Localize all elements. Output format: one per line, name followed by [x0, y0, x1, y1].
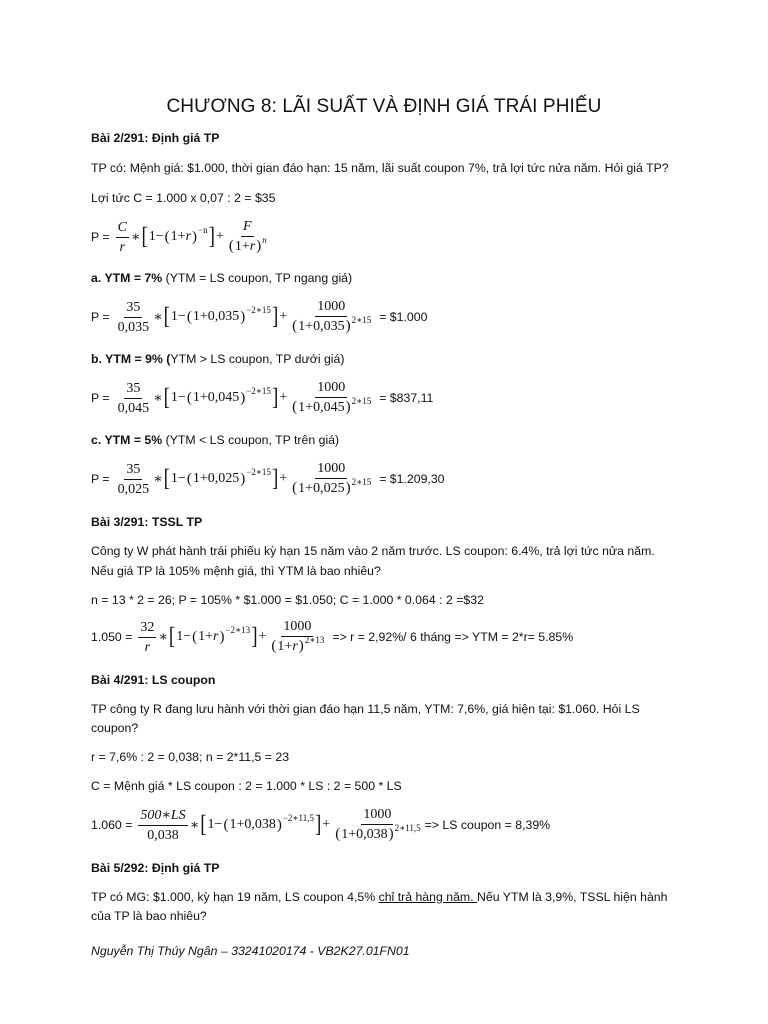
bai4-given1: r = 7,6% : 2 = 0,038; n = 2*11,5 = 23 — [91, 750, 290, 764]
bai5-problem-line2: của TP là bao nhiêu? — [91, 909, 207, 923]
bai3-problem-line2: Nếu giá TP là 105% mệnh giá, thì YTM là bao nhiêu? — [91, 564, 381, 578]
general-formula: P = $\frac{C}{r}$ ∗ [ 1 − ( 1 + r ) $^{-n}$ ] + $\frac{F}{(1+r)^n}$ — [91, 219, 267, 255]
section-heading-bai3: Bài 3/291: TSSL TP — [91, 515, 203, 529]
section-heading-bai4: Bài 4/291: LS coupon — [91, 673, 216, 687]
bai4-equation: 1.060 = $\frac{500∗LS}{0,038}$ ∗ [ 1 − ( 1 + 0,038 ) $^{-2∗11,5}$ ] + $\frac{1000}{(1+0,038)^{2∗11,5}}$ => LS coupon = 8,39% — [91, 807, 551, 843]
bai5-problem-line1: TP có MG: $1.000, kỳ hạn 19 năm, LS coupon 4,5% chỉ trả hàng năm. Nếu YTM là 3,9%, TSSL hiện hành — [91, 890, 668, 904]
bai3-result: => r = 2,92%/ 6 tháng => YTM = 2*r= 5.85% — [332, 630, 574, 644]
bai4-problem-line1: TP công ty R đang lưu hành với thời gian đáo hạn 11,5 năm, YTM: 7,6%, giá hiện tại: $1.060. Hỏi LS — [91, 702, 640, 716]
case-b-result: = $837,11 — [379, 391, 434, 405]
bai4-given2: C = Mệnh giá * LS coupon : 2 = 1.000 * LS : 2 = 500 * LS — [91, 779, 402, 793]
page-footer: Nguyễn Thị Thúy Ngân – 33241020174 - VB2K27.01FN01 — [91, 944, 410, 958]
bai3-equation: 1.050 = $\frac{32}{r}$ ∗ [ 1 − ( 1 + r ) $^{-2∗13}$ ] + $\frac{1000}{(1+r)^{2∗13}}$ => r = 2,92%/ 6 tháng => YTM = 2*r= 5.85% — [91, 619, 574, 655]
formula-prefix: P = — [91, 230, 110, 244]
case-a-equation: P = $\frac{35}{0,035}$ ∗ [ 1 − ( 1 + 0,035 ) $^{-2∗15}$ ] + $\frac{1000}{(1+0,035)^{2∗15}}$ = $1.000 — [91, 299, 428, 335]
underlined-phrase: chỉ trả hàng năm. — [378, 890, 477, 904]
case-b-equation: P = $\frac{35}{0,045}$ ∗ [ 1 − ( 1 + 0,045 ) $^{-2∗15}$ ] + $\frac{1000}{(1+0,045)^{2∗15}}$ = $837,11 — [91, 380, 434, 416]
bai3-given: n = 13 * 2 = 26; P = 105% * $1.000 = $1.050; C = 1.000 * 0.064 : 2 =$32 — [91, 593, 484, 607]
section-heading-bai2: Bài 2/291: Định giá TP — [91, 131, 220, 145]
case-c-heading: c. YTM = 5% (YTM < LS coupon, TP trên giá) — [91, 433, 340, 447]
section-heading-bai5: Bài 5/292: Định giá TP — [91, 861, 220, 875]
case-c-equation: P = $\frac{35}{0,025}$ ∗ [ 1 − ( 1 + 0,025 ) $^{-2∗15}$ ] + $\frac{1000}{(1+0,025)^{2∗15}}$ = $1.209,30 — [91, 461, 445, 497]
bai3-problem-line1: Công ty W phát hành trái phiếu kỳ hạn 15 năm vào 2 năm trước. LS coupon: 6.4%, trả lợi tức nửa năm. — [91, 544, 655, 558]
case-a-heading: a. YTM = 7% (YTM = LS coupon, TP ngang giá) — [91, 271, 353, 285]
bai4-result: => LS coupon = 8,39% — [424, 818, 551, 832]
case-b-heading: b. YTM = 9% (YTM > LS coupon, TP dưới giá) — [91, 352, 345, 366]
case-a-result: = $1.000 — [379, 310, 428, 324]
bai4-problem-line2: coupon? — [91, 721, 139, 735]
case-c-result: = $1.209,30 — [379, 472, 445, 486]
bai2-problem: TP có: Mệnh giá: $1.000, thời gian đáo hạn: 15 năm, lãi suất coupon 7%, trả lợi tức nửa năm. Hỏi giá TP? — [91, 161, 669, 175]
fraction-f-over-discount: $\frac{F}{(1+r)^n}$ — [228, 219, 267, 254]
fraction-c-over-r: $\frac{C}{r}$ — [117, 219, 127, 255]
page-title: CHƯƠNG 8: LÃI SUẤT VÀ ĐỊNH GIÁ TRÁI PHIẾU — [166, 96, 602, 117]
bai2-coupon: Lợi tức C = 1.000 x 0,07 : 2 = $35 — [91, 191, 276, 205]
